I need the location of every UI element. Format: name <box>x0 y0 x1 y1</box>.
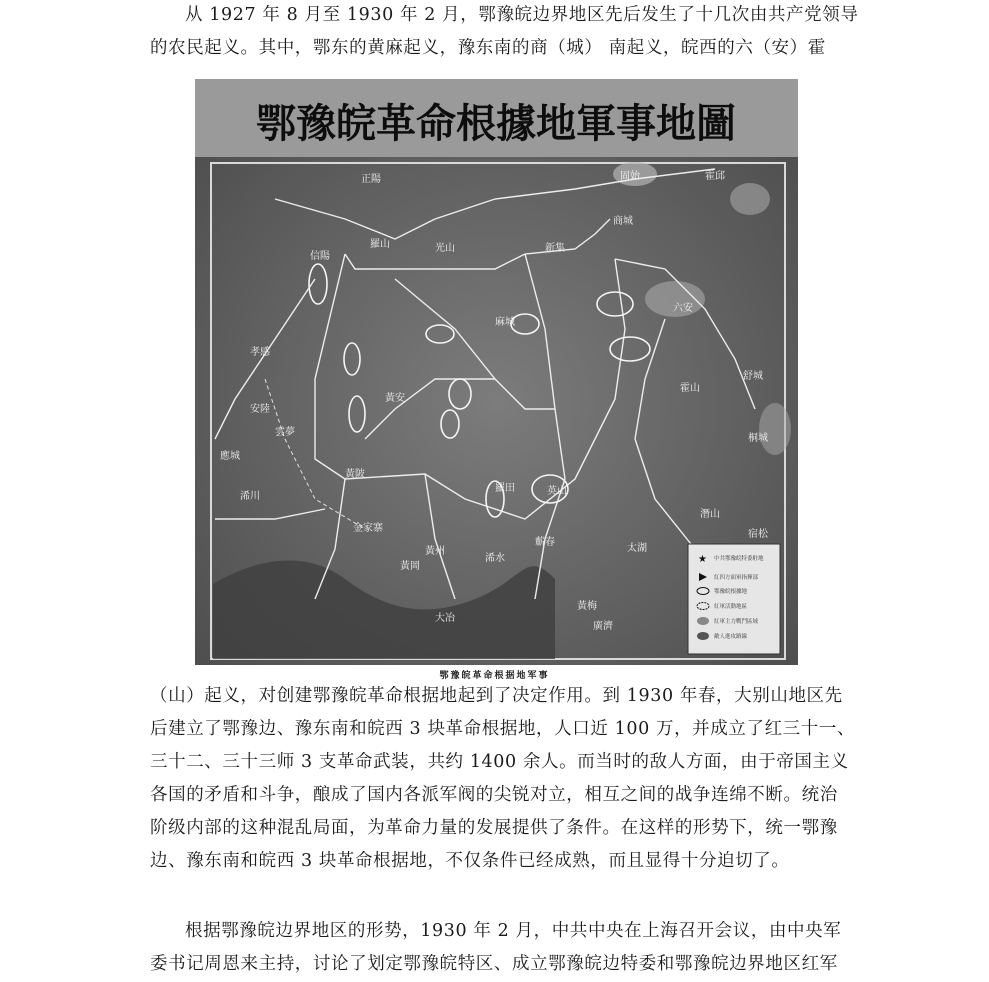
map-label: 光山 <box>435 243 455 254</box>
text-line: 后建立了鄂豫边、豫东南和皖西 3 块革命根据地，人口近 100 万，并成立了红三十一、 <box>150 719 856 739</box>
map-legend <box>688 544 780 654</box>
bottom-paragraph <box>150 915 840 981</box>
text-line: 三十二、三十三师 3 支革命武装，共约 1400 余人。而当时的敌人方面，由于帝国主义 <box>150 752 849 772</box>
map-label: 羅山 <box>370 239 390 250</box>
map-title: 鄂豫皖革命根據地軍事地圖 <box>256 100 736 147</box>
map-label: 桐城 <box>748 433 768 444</box>
legend-label: 鄂豫皖根據地 <box>714 589 748 595</box>
text-line: 委书记周恩来主持，讨论了划定鄂豫皖特区、成立鄂豫皖边特委和鄂豫皖边界地区红军 <box>150 954 838 974</box>
map-label: 蘄春 <box>535 537 555 548</box>
map-label: 應城 <box>220 451 240 462</box>
text-line: 各国的矛盾和斗争，酿成了国内各派军阀的尖锐对立，相互之间的战争连绵不断。统治 <box>150 785 838 805</box>
map-label: 英山 <box>547 486 567 497</box>
middle-paragraph <box>150 680 856 878</box>
svg-text:★: ★ <box>698 554 707 565</box>
map-label: 羅田 <box>495 483 515 494</box>
legend-label: 紅軍活動地區 <box>714 604 748 610</box>
legend-label: 敵人進攻路線 <box>714 634 748 640</box>
map-label: 雲夢 <box>275 427 295 438</box>
text-line: 阶级内部的这种混乱局面，为革命力量的发展提供了条件。在这样的形势下，统一鄂豫 <box>150 818 838 838</box>
legend-label: 紅四方面軍指揮部 <box>714 575 759 581</box>
map-label: 太湖 <box>627 543 647 554</box>
map-label: 新集 <box>545 243 565 254</box>
map-label: 霍山 <box>680 383 700 394</box>
map-label: 黃陂 <box>345 469 365 480</box>
map-label: 黃州 <box>425 546 445 557</box>
top-paragraph <box>150 0 859 65</box>
map-label: 孝感 <box>250 347 270 358</box>
map-label: 大冶 <box>435 613 455 624</box>
map-label: 正陽 <box>361 174 381 185</box>
map-label: 浠川 <box>240 491 260 502</box>
map-label: 舒城 <box>743 371 763 382</box>
map-label: 信陽 <box>310 251 330 262</box>
map-label: 麻城 <box>495 317 515 328</box>
map-label: 安陸 <box>250 404 270 415</box>
text-line: 根据鄂豫皖边界地区的形势，1930 年 2 月，中共中央在上海召开会议，由中央军 <box>185 921 842 941</box>
legend-label: 紅軍主力戰鬥區域 <box>714 619 759 625</box>
map-label: 六安 <box>673 303 693 314</box>
map-label: 黃安 <box>385 393 405 404</box>
text-line: （山）起义，对创建鄂豫皖革命根据地起到了决定作用。到 1930 年春，大别山地区先 <box>150 686 843 706</box>
map-label: 黃梅 <box>577 601 597 612</box>
map-label: 金家寨 <box>353 523 383 534</box>
text-line: 的农民起义。其中，鄂东的黄麻起义，豫东南的商（城） 南起义，皖西的六（安）霍 <box>150 38 826 58</box>
text-line: 边、豫东南和皖西 3 块革命根据地，不仅条件已经成熟，而且显得十分迫切了。 <box>150 851 790 871</box>
map-label: 潛山 <box>700 509 720 520</box>
map-label: 宿松 <box>748 529 768 540</box>
map-label: 黃岡 <box>400 561 420 572</box>
map-label: 廣濟 <box>593 621 613 632</box>
text-line: 从 1927 年 8 月至 1930 年 2 月，鄂豫皖边界地区先后发生了十几次由共产党领导 <box>185 5 859 25</box>
legend-label: 中共鄂豫皖特委駐地 <box>714 556 764 562</box>
figure-caption: 鄂豫皖革命根据地军事 <box>439 671 550 681</box>
map-graphic <box>195 79 798 665</box>
map-label: 霍邱 <box>705 171 725 182</box>
map-label: 浠水 <box>485 553 505 564</box>
military-map-image <box>195 79 798 665</box>
map-label: 固始 <box>620 171 640 182</box>
map-label: 商城 <box>613 216 633 227</box>
